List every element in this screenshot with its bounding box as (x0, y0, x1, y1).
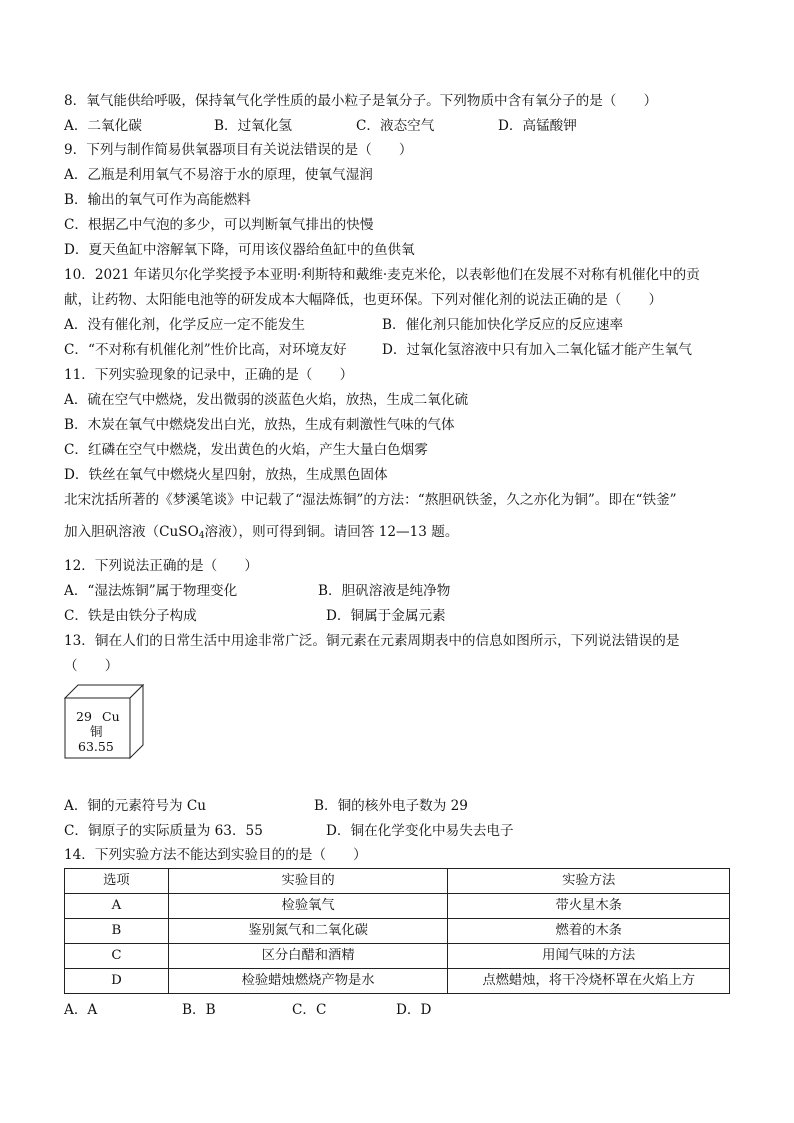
q11-option-a: A．硫在空气中燃烧，发出微弱的淡蓝色火焰，放热，生成二氧化硫 (64, 392, 469, 408)
q14-option-c: C．C (292, 1002, 327, 1018)
table-row (65, 894, 730, 919)
q8-option-d: D．高锰酸钾 (498, 118, 577, 134)
q12-option-b: B．胆矾溶液是纯净物 (318, 583, 451, 599)
q13-stem-line2: （ ） (64, 658, 119, 674)
q8-option-b: B．过氧化氢 (214, 118, 292, 134)
table-cell: 点燃蜡烛，将干冷烧杯罩在火焰上方 (448, 969, 730, 994)
table-row (65, 969, 730, 994)
table-cell: 检验蜡烛燃烧产物是水 (168, 969, 448, 994)
q9-option-b: B．输出的氧气可作为高能燃料 (64, 192, 251, 208)
q10-option-c: C．“不对称有机催化剂”性价比高，对环境友好 (64, 342, 347, 358)
q11-stem: 11．下列实验现象的记录中，正确的是（ ） (64, 367, 354, 383)
passage-line2-subscript: 4 (198, 531, 205, 541)
table-cell: 带火星木条 (448, 894, 730, 919)
table-cell: C (65, 944, 169, 969)
table-header-cell: 选项 (65, 869, 169, 894)
q11-option-d: D．铁丝在氧气中燃烧火星四射，放热，生成黑色固体 (64, 467, 388, 483)
q13-option-b: B．铜的核外电子数为 29 (314, 798, 468, 814)
table-header-row (65, 869, 730, 894)
element-symbol: Cu (102, 709, 120, 724)
q8-option-a: A．二氧化碳 (64, 118, 142, 134)
q14-option-b: B．B (182, 1002, 216, 1018)
q14-stem: 14．下列实验方法不能达到实验目的的是（ ） (64, 847, 367, 863)
q13-option-c: C．铜原子的实际质量为 63．55 (64, 823, 263, 839)
q10-option-a: A．没有催化剂，化学反应一定不能发生 (64, 317, 305, 333)
passage-line2 (64, 523, 458, 545)
passage-line2-part2: 溶液），则可得到铜。请回答 12—13 题。 (204, 524, 459, 540)
table-cell: B (65, 919, 169, 944)
q11-option-b: B．木炭在氧气中燃烧发出白光，放热，生成有刺激性气味的气体 (64, 417, 455, 433)
table-header-cell: 实验目的 (168, 869, 448, 894)
q10-option-b: B．催化剂只能加快化学反应的反应速率 (382, 317, 624, 333)
table-cell: 鉴别氮气和二氧化碳 (168, 919, 448, 944)
q9-option-d: D．夏天鱼缸中溶解氧下降，可用该仪器给鱼缸中的鱼供氧 (64, 242, 415, 258)
table-cell: A (65, 894, 169, 919)
q13-option-d: D．铜在化学变化中易失去电子 (326, 823, 514, 839)
table-header-cell: 实验方法 (448, 869, 730, 894)
q14-option-d: D．D (396, 1002, 432, 1018)
table-cell: D (65, 969, 169, 994)
q12-stem: 12．下列说法正确的是（ ） (64, 558, 259, 574)
passage-line2-part1: 加入胆矾溶液（CuSO (64, 524, 199, 540)
element-atomic-number: 29 (76, 709, 92, 724)
q11-option-c: C．红磷在空气中燃烧，发出黄色的火焰，产生大量白色烟雾 (64, 442, 428, 458)
element-atomic-mass: 63.55 (78, 739, 114, 754)
copper-element-cell (64, 684, 144, 759)
q8-stem: 8．氧气能供给呼吸，保持氧气化学性质的最小粒子是氧分子。下列物质中含有氧分子的是（ ） (64, 93, 658, 109)
q12-option-d: D．铜属于金属元素 (326, 608, 446, 624)
q13-stem-line1: 13．铜在人们的日常生活中用途非常广泛。铜元素在元素周期表中的信息如图所示，下列说法错误的是 (64, 633, 680, 649)
q12-option-a: A．“湿法炼铜”属于物理变化 (64, 583, 238, 599)
q10-option-d: D．过氧化氢溶液中只有加入二氧化锰才能产生氧气 (382, 342, 692, 358)
table-row (65, 944, 730, 969)
table-cell: 检验氧气 (168, 894, 448, 919)
q14-option-a: A．A (64, 1002, 98, 1018)
q8-option-c: C．液态空气 (356, 118, 435, 134)
q9-option-c: C．根据乙中气泡的多少，可以判断氧气排出的快慢 (64, 217, 374, 233)
q9-option-a: A．乙瓶是利用氧气不易溶于水的原理，使氧气湿润 (64, 167, 373, 183)
table-cell: 区分白醋和酒精 (168, 944, 448, 969)
q10-stem-line2: 献，让药物、太阳能电池等的研发成本大幅降低，也更环保。下列对催化剂的说法正确的是（ ） (64, 292, 663, 308)
table-cell: 燃着的木条 (448, 919, 730, 944)
q12-option-c: C．铁是由铁分子构成 (64, 608, 197, 624)
table-row (65, 919, 730, 944)
element-name: 铜 (90, 724, 103, 739)
table-cell: 用闻气味的方法 (448, 944, 730, 969)
passage-line1: 北宋沈括所著的《梦溪笔谈》中记载了“湿法炼铜”的方法：“熬胆矾铁釜，久之亦化为铜”。即在“铁釜” (64, 492, 677, 508)
q9-stem: 9．下列与制作简易供氧器项目有关说法错误的是（ ） (64, 142, 413, 158)
experiment-table (64, 868, 730, 994)
q13-option-a: A．铜的元素符号为 Cu (64, 798, 207, 814)
q10-stem-line1: 10．2021 年诺贝尔化学奖授予本亚明·利斯特和戴维·麦克米伦，以表彰他们在发展不对称有机催化中的贡 (64, 267, 700, 283)
